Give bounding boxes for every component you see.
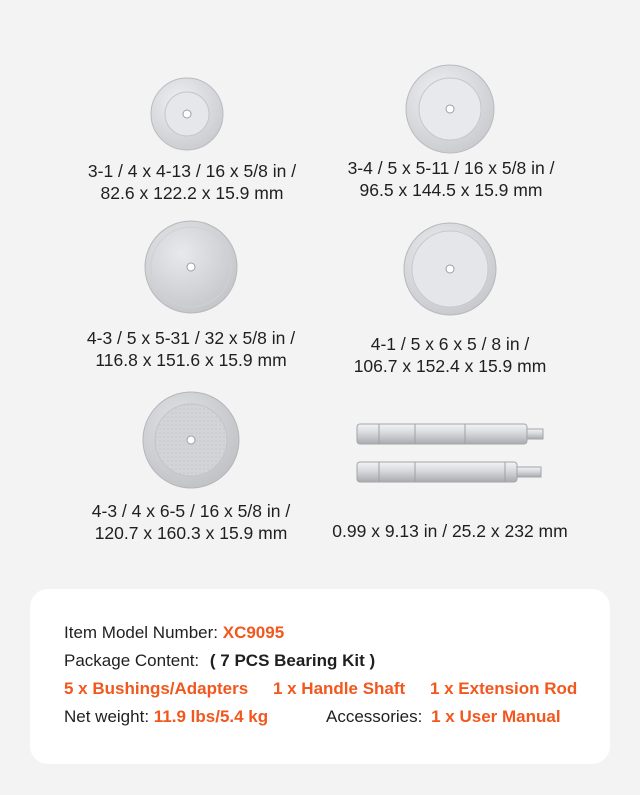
contents-row <box>64 678 577 700</box>
caption-line-2: 82.6 x 122.2 x 15.9 mm <box>100 183 284 203</box>
bushing-disc-2 <box>405 64 495 154</box>
content-item-handle: 1 x Handle Shaft <box>272 679 406 698</box>
disc-icon <box>405 64 495 154</box>
caption-line-1: 4-1 / 5 x 6 x 5 / 8 in / <box>370 334 530 354</box>
info-card <box>30 589 610 764</box>
content-item-bushings: 5 x Bushings/Adapters <box>64 679 249 698</box>
accessories-row <box>326 706 561 728</box>
rods-caption <box>300 520 600 542</box>
package-content-row <box>64 650 375 672</box>
disc-2-caption <box>301 157 601 201</box>
content-item-extension: 1 x Extension Rod <box>429 679 578 698</box>
bushing-disc-1 <box>150 77 224 151</box>
caption-line-2: 116.8 x 151.6 x 15.9 mm <box>95 350 287 370</box>
caption-line-1: 4-3 / 4 x 6-5 / 16 x 5/8 in / <box>91 501 291 521</box>
caption-line-1: 4-3 / 5 x 5-31 / 32 x 5/8 in / <box>86 328 296 348</box>
caption-line-1: 0.99 x 9.13 in / 25.2 x 232 mm <box>332 521 568 541</box>
disc-icon <box>150 77 224 151</box>
caption-line-1: 3-4 / 5 x 5-11 / 16 x 5/8 in / <box>347 158 555 178</box>
disc-5-caption <box>41 500 341 544</box>
disc-3-caption <box>41 327 341 371</box>
rod-icon <box>355 420 550 490</box>
bushing-disc-4 <box>403 222 497 316</box>
bushing-disc-5 <box>142 391 240 489</box>
package-value: ( 7 PCS Bearing Kit ) <box>209 651 376 670</box>
model-number-row <box>64 622 284 644</box>
disc-icon <box>142 391 240 489</box>
weight-row <box>64 706 268 728</box>
model-label: Item Model Number: <box>64 623 218 642</box>
caption-line-1: 3-1 / 4 x 4-13 / 16 x 5/8 in / <box>87 161 297 181</box>
package-label: Package Content: <box>64 651 200 670</box>
handle-rods <box>355 420 550 490</box>
disc-4-caption <box>300 333 600 377</box>
model-value: XC9095 <box>222 623 285 642</box>
caption-line-2: 106.7 x 152.4 x 15.9 mm <box>353 356 547 376</box>
accessories-value: 1 x User Manual <box>431 707 561 726</box>
weight-value: 11.9 lbs/5.4 kg <box>153 707 269 726</box>
caption-line-2: 96.5 x 144.5 x 15.9 mm <box>359 180 543 200</box>
disc-icon <box>144 220 238 314</box>
disc-icon <box>403 222 497 316</box>
accessories-label: Accessories: <box>326 707 423 726</box>
weight-label: Net weight: <box>64 707 150 726</box>
bushing-disc-3 <box>144 220 238 314</box>
caption-line-2: 120.7 x 160.3 x 15.9 mm <box>94 523 288 543</box>
disc-1-caption <box>42 160 342 204</box>
